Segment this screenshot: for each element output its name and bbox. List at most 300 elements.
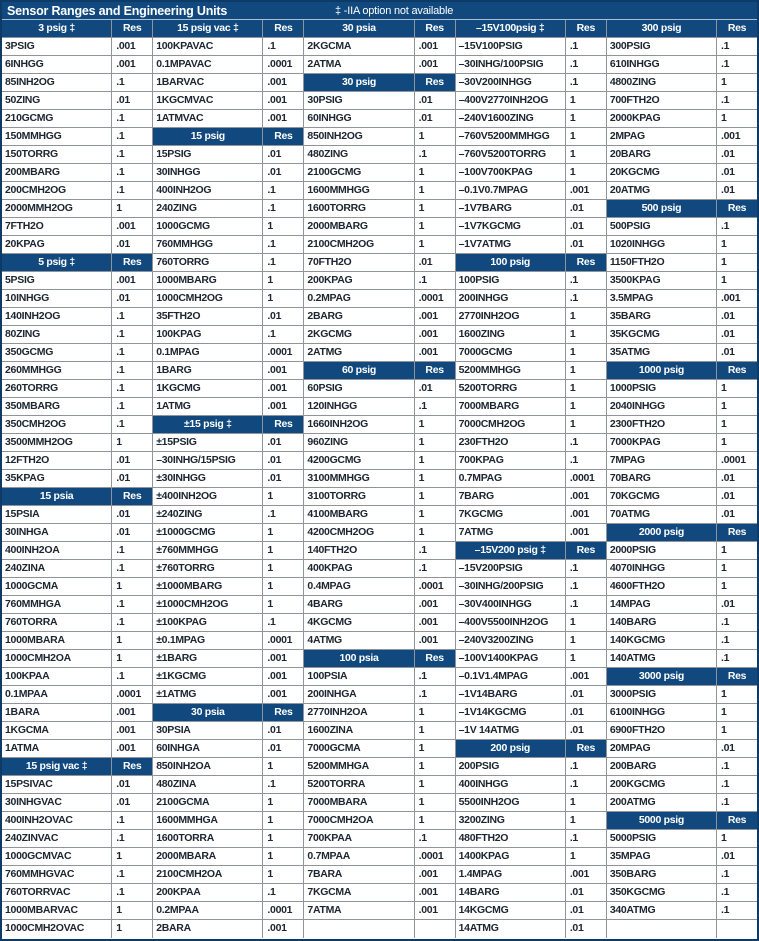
unit-cell: 350CMH2OG (5, 418, 66, 430)
res-cell: .01 (111, 794, 152, 811)
res-cell: .01 (716, 740, 757, 757)
table-row (456, 38, 606, 56)
table-row (607, 560, 757, 578)
res-cell: 1 (414, 452, 455, 469)
unit-cell: 20BARG (609, 148, 651, 160)
table-row (607, 380, 757, 398)
res-cell: 1 (414, 812, 455, 829)
res-cell: 1 (414, 488, 455, 505)
res-cell: 1 (262, 848, 303, 865)
unit-cell: 700KPAG (458, 454, 504, 466)
unit-cell: 7000CMH2OA (307, 814, 374, 826)
table-row (2, 200, 152, 218)
unit-cell: –15V200PSIG (458, 562, 523, 574)
res-cell: .001 (111, 56, 152, 73)
unit-cell: –760V5200TORRG (458, 148, 546, 160)
unit-cell: 5200MMHGA (307, 760, 369, 772)
res-cell: .001 (414, 902, 455, 919)
table-row (607, 578, 757, 596)
unit-cell: 14KGCMG (458, 904, 509, 916)
unit-cell: 0.1MPAG (156, 346, 200, 358)
section-header-row (304, 650, 454, 668)
table-row (456, 902, 606, 920)
res-cell: 1 (565, 650, 606, 667)
table-row (456, 56, 606, 74)
unit-cell: 2000KPAG (609, 112, 661, 124)
unit-cell: 12FTH2O (5, 454, 49, 466)
unit-cell: 4100MBARG (307, 508, 368, 520)
table-row (607, 182, 757, 200)
table-row (607, 164, 757, 182)
section-header-row (456, 254, 606, 272)
res-cell: .01 (716, 182, 757, 199)
res-cell: 1 (565, 380, 606, 397)
section-range-label: 100 psig (490, 256, 531, 268)
res-cell: 1 (716, 722, 757, 739)
section-range-label: 500 psig (641, 202, 682, 214)
res-cell: 1 (565, 416, 606, 433)
unit-cell: ±1BARG (156, 652, 197, 664)
unit-cell: 2BARG (307, 310, 343, 322)
table-row (2, 434, 152, 452)
section-header-row (456, 740, 606, 758)
res-cell: .001 (414, 614, 455, 631)
table-row (304, 308, 454, 326)
table-row (2, 812, 152, 830)
unit-cell: 480ZINA (156, 778, 197, 790)
res-cell: 1 (111, 200, 152, 217)
res-cell: .01 (414, 92, 455, 109)
res-cell: .1 (262, 326, 303, 343)
unit-cell: –1V14KGCMG (458, 706, 527, 718)
table-row (304, 128, 454, 146)
unit-cell: 610INHGG (609, 58, 660, 70)
res-column-header: Res (111, 488, 152, 505)
section-header-row (607, 668, 757, 686)
table-row (456, 344, 606, 362)
res-cell: .001 (414, 344, 455, 361)
table-row (153, 506, 303, 524)
unit-cell: 140FTH2O (307, 544, 357, 556)
unit-cell: 7MPAG (609, 454, 645, 466)
table-row (607, 722, 757, 740)
unit-cell: 3100MMHGG (307, 472, 370, 484)
section-header-row (304, 74, 454, 92)
unit-cell: 30INHGG (156, 166, 201, 178)
res-cell: 1 (716, 254, 757, 271)
res-cell: .1 (716, 650, 757, 667)
res-cell: 1 (565, 326, 606, 343)
res-cell: 1 (414, 236, 455, 253)
table-row (607, 74, 757, 92)
table-row (304, 344, 454, 362)
res-cell: .1 (565, 596, 606, 613)
unit-cell: 7KGCMG (458, 508, 503, 520)
table-row (2, 236, 152, 254)
res-cell: 1 (262, 290, 303, 307)
res-cell: .1 (414, 830, 455, 847)
res-cell: .001 (111, 704, 152, 721)
table-row (456, 596, 606, 614)
table-row (456, 272, 606, 290)
table-row (607, 614, 757, 632)
res-cell: .01 (565, 704, 606, 721)
unit-cell: ±1KGCMG (156, 670, 206, 682)
unit-cell: 4KGCMG (307, 616, 352, 628)
res-cell: 1 (262, 866, 303, 883)
res-cell: .001 (565, 488, 606, 505)
unit-cell: 5200MMHGG (458, 364, 521, 376)
res-cell: 1 (262, 794, 303, 811)
table-row (153, 812, 303, 830)
res-cell: .1 (111, 182, 152, 199)
unit-cell: 2000MBARG (307, 220, 368, 232)
table-row (456, 218, 606, 236)
section-header-row (2, 758, 152, 776)
res-cell: .001 (414, 884, 455, 901)
table-row (607, 290, 757, 308)
table-row (607, 128, 757, 146)
unit-cell: 5200TORRG (458, 382, 517, 394)
column-group-1 (2, 20, 152, 938)
table-row (304, 740, 454, 758)
unit-cell: 7ATMG (458, 526, 494, 538)
table-row (304, 704, 454, 722)
res-cell: 1 (565, 92, 606, 109)
table-row (153, 272, 303, 290)
unit-cell: 60INHGG (307, 112, 352, 124)
unit-cell: 140BARG (609, 616, 657, 628)
unit-cell: 5PSIG (5, 274, 35, 286)
table-row (153, 578, 303, 596)
res-column-header: Res (414, 650, 455, 667)
res-cell: .1 (111, 398, 152, 415)
res-cell: .001 (262, 110, 303, 127)
res-cell: .001 (414, 596, 455, 613)
table-row (153, 362, 303, 380)
res-cell: 1 (262, 578, 303, 595)
res-cell: .1 (111, 830, 152, 847)
unit-cell: ±1000MBARG (156, 580, 222, 592)
table-row (153, 434, 303, 452)
table-row (153, 110, 303, 128)
table-row (2, 830, 152, 848)
unit-cell: 850INH2OA (156, 760, 211, 772)
res-cell: 1 (565, 362, 606, 379)
res-cell: 1 (565, 614, 606, 631)
res-cell: .001 (262, 74, 303, 91)
table-row (456, 326, 606, 344)
res-cell: .1 (565, 272, 606, 289)
res-cell: .01 (262, 740, 303, 757)
unit-cell: –30INHG/15PSIG (156, 454, 236, 466)
res-cell: .1 (111, 326, 152, 343)
res-cell: .1 (716, 614, 757, 631)
table-row (304, 578, 454, 596)
table-row (2, 866, 152, 884)
table-row (456, 686, 606, 704)
table-row (304, 218, 454, 236)
table-row (304, 830, 454, 848)
res-cell: .01 (565, 200, 606, 217)
res-cell: 1 (414, 470, 455, 487)
res-cell: .1 (111, 380, 152, 397)
res-cell: .001 (414, 308, 455, 325)
res-cell: .1 (111, 866, 152, 883)
unit-cell: ±240ZING (156, 508, 203, 520)
unit-cell: 760MMHGG (156, 238, 213, 250)
table-row (304, 758, 454, 776)
res-column-header: Res (565, 254, 606, 271)
unit-cell: 70FTH2O (307, 256, 352, 268)
unit-cell: 1000CMH2OA (5, 652, 71, 664)
res-cell: .1 (414, 668, 455, 685)
table-row (304, 92, 454, 110)
unit-cell: 140ATMG (609, 652, 656, 664)
table-row (304, 902, 454, 920)
res-column-header: Res (262, 704, 303, 721)
table-row (456, 164, 606, 182)
table-row (304, 434, 454, 452)
res-cell: 1 (111, 578, 152, 595)
unit-cell: 1600TORRG (307, 202, 366, 214)
section-header-row (2, 488, 152, 506)
unit-cell: 400INH2OA (5, 544, 60, 556)
section-header-row (153, 416, 303, 434)
table-row (456, 92, 606, 110)
section-range-label: 100 psia (339, 652, 379, 664)
table-row (304, 164, 454, 182)
table-row (456, 722, 606, 740)
table-row (153, 632, 303, 650)
unit-cell: –30INHG/100PSIG (458, 58, 544, 70)
unit-cell: ±0.1MPAG (156, 634, 205, 646)
unit-cell: 200PSIG (458, 760, 500, 772)
table-row (153, 650, 303, 668)
table-row (456, 128, 606, 146)
res-cell: .001 (414, 632, 455, 649)
unit-cell: 20KGCMG (609, 166, 660, 178)
res-cell: 1 (111, 848, 152, 865)
table-row (153, 164, 303, 182)
unit-cell: 2000PSIG (609, 544, 656, 556)
table-row (153, 326, 303, 344)
unit-cell: 100PSIA (307, 670, 348, 682)
table-row (153, 902, 303, 920)
section-range-label: ±15 psig ‡ (183, 418, 232, 430)
unit-cell: 1000MBARVAC (5, 904, 78, 916)
unit-cell: ±400INH2OG (156, 490, 217, 502)
unit-cell: ±1000CMH2OG (156, 598, 229, 610)
res-cell: .1 (565, 776, 606, 793)
table-row (607, 740, 757, 758)
unit-cell: 350GCMG (5, 346, 54, 358)
unit-cell: 200ATMG (609, 796, 656, 808)
res-cell: 1 (565, 128, 606, 145)
table-row (2, 398, 152, 416)
table-row (304, 236, 454, 254)
column-group-4 (455, 20, 606, 938)
table-row (2, 596, 152, 614)
unit-cell: 30PSIA (156, 724, 191, 736)
res-cell: 1 (414, 416, 455, 433)
res-cell: 1 (262, 758, 303, 775)
table-row (2, 326, 152, 344)
table-row (2, 344, 152, 362)
unit-cell: –1V7BARG (458, 202, 512, 214)
res-cell: .01 (565, 722, 606, 739)
unit-cell: 230FTH2O (458, 436, 509, 448)
unit-cell: 0.1MPAA (5, 688, 48, 700)
res-cell: .01 (716, 848, 757, 865)
table-title: Sensor Ranges and Engineering Units (7, 4, 228, 18)
unit-cell: 7000MBARA (307, 796, 368, 808)
table-row (304, 146, 454, 164)
table-row (2, 848, 152, 866)
unit-cell: 150MMHGG (5, 130, 62, 142)
res-cell: 1 (262, 596, 303, 613)
table-row (304, 776, 454, 794)
section-range-label: 15 psia (39, 490, 74, 502)
res-cell: .1 (716, 632, 757, 649)
unit-cell: 760MMHGA (5, 598, 61, 610)
table-row (304, 722, 454, 740)
res-cell: .1 (111, 542, 152, 559)
res-cell: .001 (111, 740, 152, 757)
table-row (456, 830, 606, 848)
res-cell: .01 (111, 506, 152, 523)
res-cell: .01 (716, 488, 757, 505)
res-cell: 1 (565, 308, 606, 325)
table-row (304, 812, 454, 830)
unit-cell: 2ATMG (307, 346, 342, 358)
unit-cell: –0.1V0.7MPAG (458, 184, 528, 196)
table-row (153, 794, 303, 812)
section-range-label: 30 psia (342, 22, 376, 34)
table-row (607, 830, 757, 848)
res-cell: .1 (716, 218, 757, 235)
unit-cell: 1600MMHGA (156, 814, 218, 826)
res-cell: .01 (111, 92, 152, 109)
unit-cell: 2100CMH2OA (156, 868, 223, 880)
res-cell: 1 (716, 380, 757, 397)
unit-cell: 0.7MPAG (458, 472, 502, 484)
unit-cell: 5000PSIG (609, 832, 656, 844)
res-column-header: Res (716, 362, 757, 379)
unit-cell: 85INH2OG (5, 76, 55, 88)
table-row (456, 920, 606, 938)
res-column-header: Res (262, 20, 303, 37)
table-row (304, 866, 454, 884)
res-cell: .001 (111, 272, 152, 289)
table-row (2, 182, 152, 200)
res-cell: .1 (262, 182, 303, 199)
unit-cell: 4BARG (307, 598, 343, 610)
unit-cell: 240ZING (156, 202, 197, 214)
res-cell: 1 (414, 704, 455, 721)
table-row (607, 596, 757, 614)
table-row (456, 380, 606, 398)
res-cell: 1 (716, 542, 757, 559)
table-row (153, 236, 303, 254)
unit-cell: –100V700KPAG (458, 166, 533, 178)
column-group-3 (303, 20, 454, 938)
res-cell: .1 (414, 272, 455, 289)
section-header-row (2, 20, 152, 38)
table-row (2, 884, 152, 902)
table-row (456, 812, 606, 830)
res-column-header: Res (716, 524, 757, 541)
table-row (304, 290, 454, 308)
table-row (153, 398, 303, 416)
table-row (607, 92, 757, 110)
unit-cell: 3500MMH2OG (5, 436, 73, 448)
unit-cell: –240V3200ZING (458, 634, 534, 646)
unit-cell: 760TORRA (5, 616, 58, 628)
unit-cell: 200KPAA (156, 886, 201, 898)
unit-cell: 7BARG (458, 490, 494, 502)
unit-cell: 1KGCMG (156, 382, 201, 394)
table-row (304, 848, 454, 866)
table-row (456, 110, 606, 128)
unit-cell: 70BARG (609, 472, 651, 484)
table-row (304, 110, 454, 128)
res-cell: .001 (262, 380, 303, 397)
section-range-label: –15V200 psig ‡ (474, 544, 546, 556)
table-row (607, 902, 757, 920)
table-row (153, 884, 303, 902)
table-row (607, 146, 757, 164)
res-cell: .001 (414, 866, 455, 883)
res-cell: .1 (111, 560, 152, 577)
res-cell: .1 (414, 146, 455, 163)
res-cell: 1 (414, 164, 455, 181)
table-row (153, 866, 303, 884)
unit-cell: 1150FTH2O (609, 256, 665, 268)
unit-cell (304, 920, 413, 938)
res-cell: .1 (716, 38, 757, 55)
res-cell: 1 (565, 164, 606, 181)
res-cell: .0001 (716, 452, 757, 469)
unit-cell: 1000MBARA (5, 634, 65, 646)
res-cell: .1 (716, 758, 757, 775)
res-cell: 1 (262, 272, 303, 289)
unit-cell: –1V 14ATMG (458, 724, 520, 736)
table-row (456, 200, 606, 218)
res-cell: 1 (565, 110, 606, 127)
res-cell (414, 920, 455, 938)
section-header-row (456, 20, 606, 38)
res-column-header: Res (262, 416, 303, 433)
res-cell: .1 (262, 236, 303, 253)
res-column-header: Res (565, 542, 606, 559)
unit-cell: 300PSIG (609, 40, 651, 52)
section-range-label: 60 psig (341, 364, 377, 376)
unit-cell: –240V1600ZING (458, 112, 534, 124)
table-row (153, 74, 303, 92)
unit-cell: 400INH2OG (156, 184, 212, 196)
res-cell: 1 (716, 236, 757, 253)
table-row (456, 290, 606, 308)
unit-cell: 1660INH2OG (307, 418, 369, 430)
unit-cell: 100KPAA (5, 670, 50, 682)
res-cell: .1 (262, 254, 303, 271)
res-cell: .01 (414, 380, 455, 397)
unit-cell: 3000PSIG (609, 688, 656, 700)
section-header-row (2, 254, 152, 272)
unit-cell: 700KPAA (307, 832, 352, 844)
res-cell: 1 (565, 398, 606, 415)
